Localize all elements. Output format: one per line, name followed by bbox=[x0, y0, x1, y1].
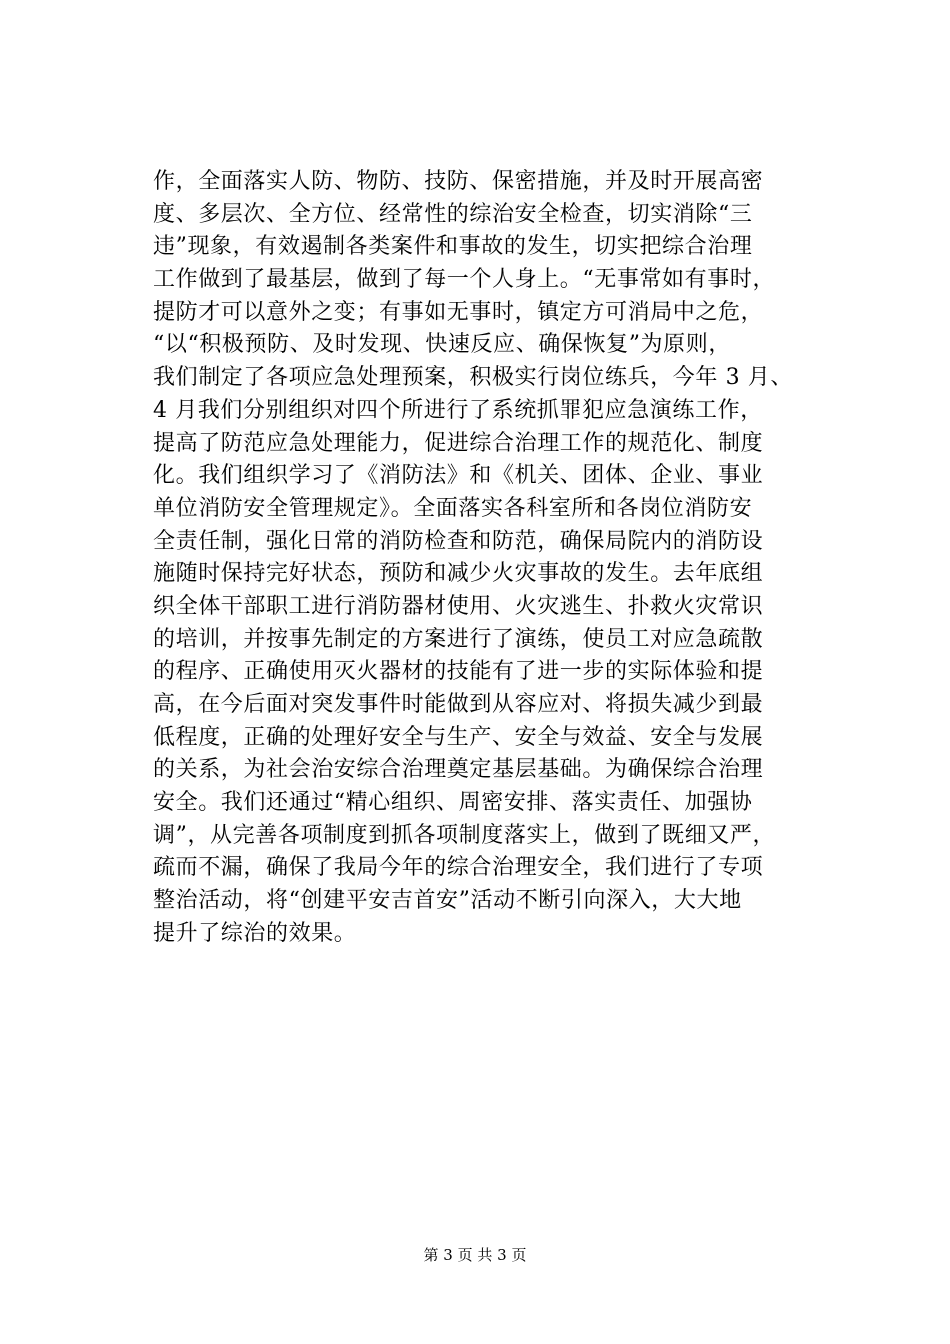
text-line: 工作做到了最基层，做到了每一个人身上。“无事常如有事时， bbox=[153, 267, 776, 293]
text-line: 织全体干部职工进行消防器材使用、火灾逃生、扑救火灾常识 bbox=[153, 593, 764, 619]
text-line: 的培训，并按事先制定的方案进行了演练，使员工对应急疏散 bbox=[153, 626, 764, 652]
text-line: 整治活动，将“创建平安吉首安”活动不断引向深入，大大地 bbox=[153, 888, 742, 914]
text-line: 低程度，正确的处理好安全与生产、安全与效益、安全与发展 bbox=[153, 724, 764, 750]
page-number-footer: 第 3 页 共 3 页 bbox=[423, 1246, 527, 1264]
text-line: 我们制定了各项应急处理预案，积极实行岗位练兵，今年 3 月、 bbox=[153, 365, 793, 391]
text-line: 提防才可以意外之变；有事如无事时，镇定方可消局中之危， bbox=[153, 299, 764, 325]
text-line: 4 月我们分别组织对四个所进行了系统抓罪犯应急演练工作， bbox=[153, 397, 763, 423]
text-line: 疏而不漏，确保了我局今年的综合治理安全，我们进行了专项 bbox=[153, 855, 764, 881]
text-line: 作，全面落实人防、物防、技防、保密措施，并及时开展高密 bbox=[153, 169, 764, 194]
text-line: 调”，从完善各项制度到抓各项制度落实上，做到了既细又严， bbox=[153, 822, 776, 848]
text-line: “以“积极预防、及时发现、快速反应、确保恢复”为原则， bbox=[153, 332, 731, 358]
text-line: 提升了综治的效果。 bbox=[153, 920, 357, 946]
text-line: 违”现象，有效遏制各类案件和事故的发生，切实把综合治理 bbox=[153, 234, 753, 260]
text-line: 的程序、正确使用灭火器材的技能有了进一步的实际体验和提 bbox=[153, 659, 764, 685]
text-line: 化。我们组织学习了《消防法》和《机关、团体、企业、事业 bbox=[153, 463, 764, 489]
text-line: 的关系，为社会治安综合治理奠定基层基础。为确保综合治理 bbox=[153, 757, 764, 783]
text-line: 施随时保持完好状态，预防和减少火灾事故的发生。去年底组 bbox=[153, 561, 764, 587]
text-line: 单位消防安全管理规定》。全面落实各科室所和各岗位消防安 bbox=[153, 495, 753, 521]
body-paragraph bbox=[153, 166, 833, 951]
text-line: 高，在今后面对突发事件时能做到从容应对、将损失减少到最 bbox=[153, 692, 764, 717]
text-line: 度、多层次、全方位、经常性的综治安全检查，切实消除“三 bbox=[153, 201, 753, 227]
text-line: 提高了防范应急处理能力，促进综合治理工作的规范化、制度 bbox=[153, 430, 764, 456]
text-line: 全责任制，强化日常的消防检查和防范，确保局院内的消防设 bbox=[153, 528, 764, 554]
text-line: 安全。我们还通过“精心组织、周密安排、落实责任、加强协 bbox=[153, 790, 753, 816]
